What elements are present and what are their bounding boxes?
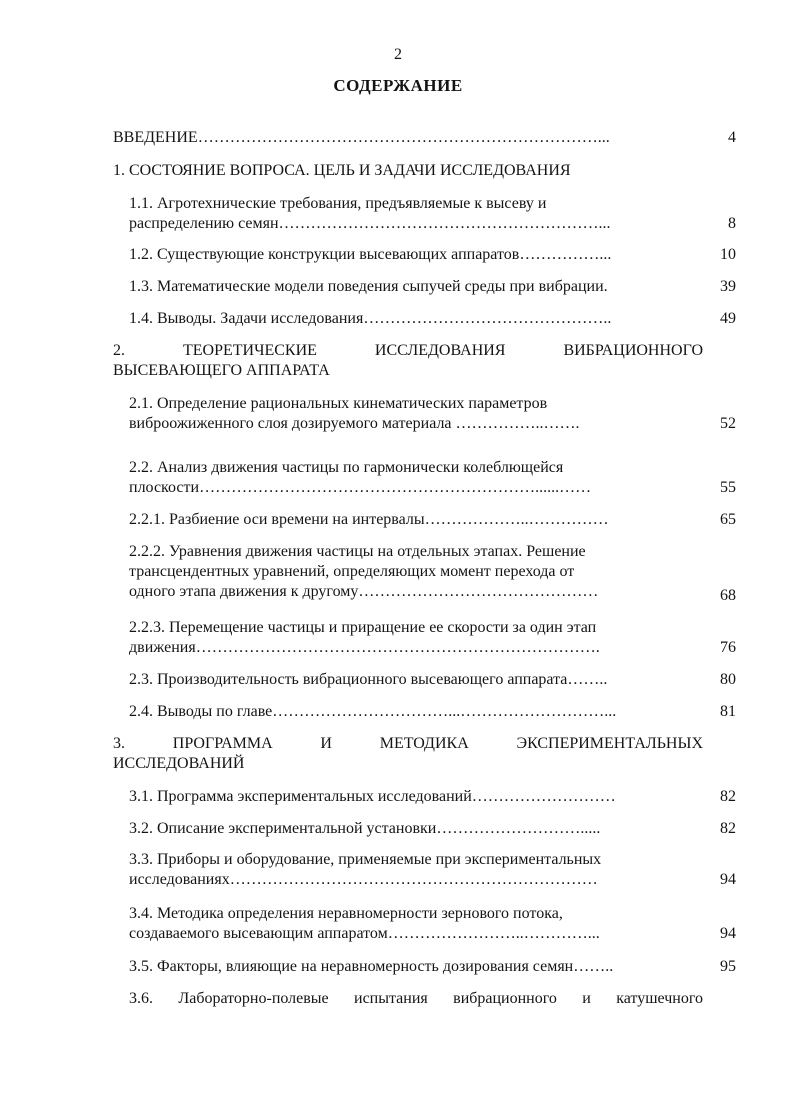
toc-entry-2-2: [129, 458, 736, 498]
toc-entry-3-3: [129, 850, 736, 890]
toc-entry-2-2-3: [129, 618, 736, 658]
toc-entry-1-4: [129, 309, 736, 329]
toc-page-number: 94: [720, 925, 736, 942]
toc-entry-text: 2.2. Анализ движения частицы по гармонически колеблющейся: [129, 459, 564, 476]
toc-entry-text: 2.3. Производительность вибрационного высевающего аппарата……..: [129, 671, 608, 688]
toc-page-number: 68: [720, 587, 736, 604]
toc-entry-text: трансцендентных уравнений, определяющих момент перехода от: [129, 563, 575, 580]
toc-entry-text: 1.2. Существующие конструкции высевающих аппаратов……………...: [129, 246, 612, 263]
toc-entry-text: 3.2. Описание экспериментальной установки……………………….....: [129, 820, 601, 837]
toc-page-number: 52: [720, 415, 736, 432]
toc-page-number: 94: [720, 871, 736, 888]
toc-entry-2-3: [129, 670, 736, 690]
toc-page-number: 4: [728, 129, 736, 146]
toc-page-number: 80: [720, 671, 736, 688]
toc-page-number: 10: [720, 246, 736, 263]
toc-page-number: 39: [720, 278, 736, 295]
page-title: СОДЕРЖАНИЕ: [333, 76, 463, 95]
toc-entry-3-2: [129, 819, 736, 839]
toc-entry-2-1: [129, 394, 736, 434]
toc-entry-text: распределению семян……………………………………………………...: [129, 215, 611, 232]
toc-page-number: 55: [720, 479, 736, 496]
toc-entry-introduction: [113, 128, 736, 148]
toc-page-number: 8: [728, 215, 736, 232]
toc-entry-text: 2.2.1. Разбиение оси времени на интервалы………………..……………: [129, 511, 609, 528]
toc-entry-text: 1.1. Агротехнические требования, предъявляемые к высеву и: [129, 195, 547, 212]
toc-entry-2-2-1: [129, 510, 736, 530]
toc-entry-text: 3.5. Факторы, влияющие на неравномерность дозирования семян……..: [129, 958, 614, 975]
toc-entry-1-1: [129, 194, 736, 234]
toc-page-number: 82: [720, 820, 736, 837]
toc-entry-3-1: [129, 787, 736, 807]
toc-chapter-3-heading: [113, 734, 703, 774]
toc-entry-3-5: [129, 957, 736, 977]
toc-page-number: 82: [720, 788, 736, 805]
toc-entry-text: 3.3. Приборы и оборудование, применяемые при экспериментальных: [129, 851, 602, 868]
toc-page-number: 81: [720, 703, 736, 720]
toc-page-number: 65: [720, 511, 736, 528]
toc-entry-text: 2.1. Определение рациональных кинематических параметров: [129, 395, 548, 412]
toc-page-number: 49: [720, 310, 736, 327]
toc-entry-text: плоскости………………………………………………………......……: [129, 479, 592, 496]
toc-entry-text: ИССЛЕДОВАНИЙ: [113, 755, 245, 772]
toc-chapter-1-heading: [113, 161, 736, 181]
toc-entry-text: исследованиях……………………………………………………………: [129, 871, 598, 888]
toc-entry-text: 3. ПРОГРАММА И МЕТОДИКА ЭКСПЕРИМЕНТАЛЬНЫХ: [113, 735, 703, 752]
toc-entry-text: создаваемого высевающим аппаратом……………………..…………...: [129, 925, 600, 942]
toc-entry-text: ВЫСЕВАЮЩЕГО АППАРАТА: [113, 362, 330, 379]
toc-entry-1-2: [129, 245, 736, 265]
toc-entry-3-6: [129, 989, 703, 1009]
toc-entry-1-3: [129, 277, 736, 297]
toc-entry-text: 1. СОСТОЯНИЕ ВОПРОСА. ЦЕЛЬ И ЗАДАЧИ ИССЛЕДОВАНИЯ: [113, 162, 571, 179]
toc-entry-text: 1.3. Математические модели поведения сыпучей среды при вибрации.: [129, 278, 608, 295]
toc-entry-text: ВВЕДЕНИЕ…………………………………………………………………...: [113, 129, 610, 146]
toc-entry-2-2-2: [129, 542, 736, 602]
toc-entry-text: 3.1. Программа экспериментальных исследований………………………: [129, 788, 616, 805]
toc-entry-text: виброожиженного слоя дозируемого материала ……………..…….: [129, 415, 580, 432]
toc-entry-text: 3.4. Методика определения неравномерности зернового потока,: [129, 905, 563, 922]
toc-entry-text: 2. ТЕОРЕТИЧЕСКИЕ ИССЛЕДОВАНИЯ ВИБРАЦИОННОГО: [113, 342, 703, 359]
toc-entry-text: 1.4. Выводы. Задачи исследования………………………………………..: [129, 310, 612, 327]
toc-entry-text: 2.4. Выводы по главе……………………………...………………………...: [129, 703, 617, 720]
toc-entry-text: 2.2.2. Уравнения движения частицы на отдельных этапах. Решение: [129, 543, 586, 560]
toc-entry-2-4: [129, 702, 736, 722]
toc-entry-text: движения………………………………………………………………….: [129, 639, 600, 656]
toc-entry-text: 2.2.3. Перемещение частицы и приращение ее скорости за один этап: [129, 619, 597, 636]
toc-chapter-2-heading: [113, 341, 703, 381]
toc-page-number: 76: [720, 639, 736, 656]
toc-entry-text: одного этапа движения к другому………………………………………: [129, 583, 599, 600]
toc-page-number: 95: [720, 958, 736, 975]
toc-entry-3-4: [129, 904, 736, 944]
page-number: 2: [394, 46, 402, 63]
toc-entry-text: 3.6. Лабораторно-полевые испытания вибрационного и катушечного: [129, 990, 703, 1007]
